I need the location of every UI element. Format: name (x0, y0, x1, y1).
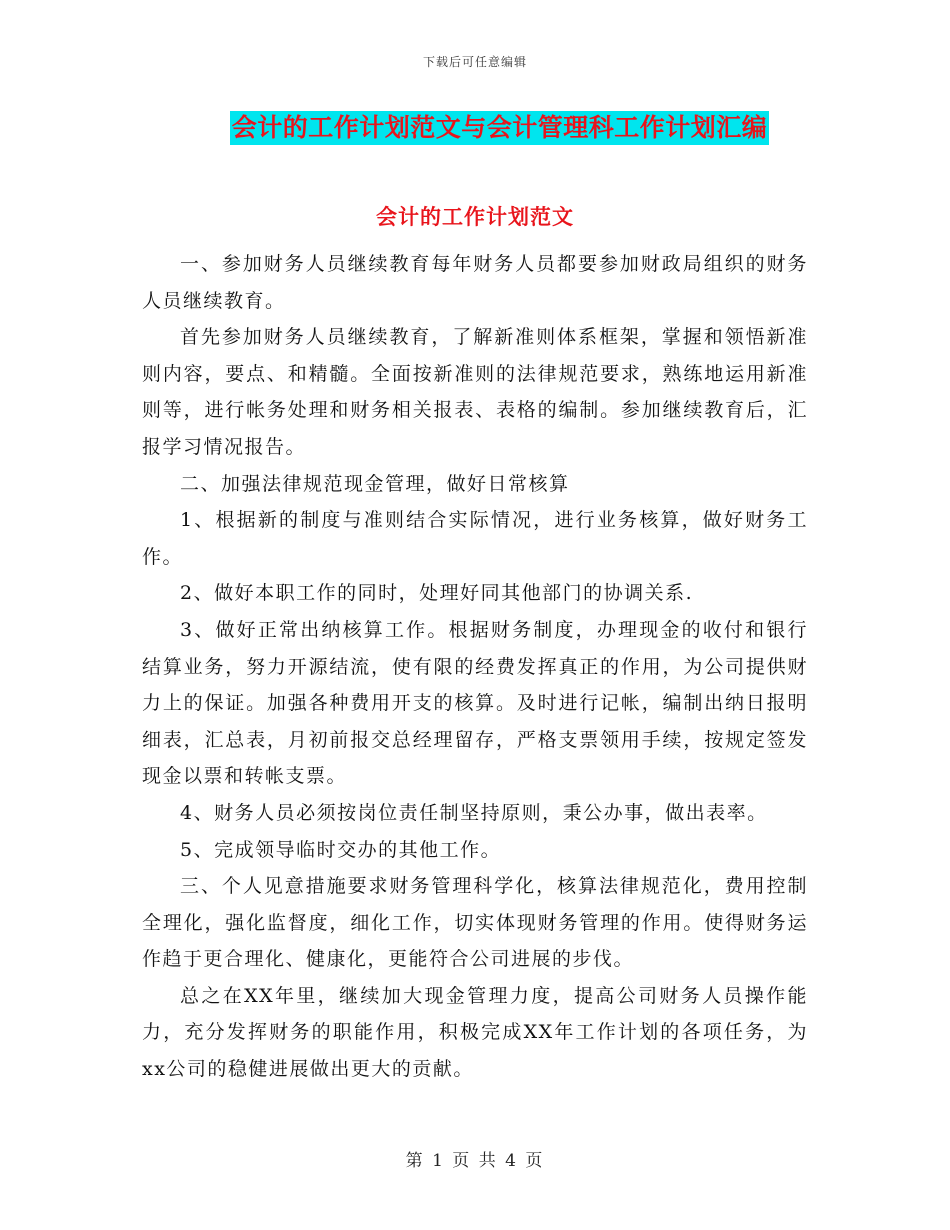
paragraph: 首先参加财务人员继续教育，了解新准则体系框架，掌握和领悟新准则内容，要点、和精髓。全面按新准则的法律规范要求，熟练地运用新准则等，进行帐务处理和财务相关报表、表格的编制。参加继续教育后，汇报学习情况报告。 (142, 326, 808, 458)
paragraph: 3、做好正常出纳核算工作。根据财务制度，办理现金的收付和银行结算业务，努力开源结流，使有限的经费发挥真正的作用，为公司提供财力上的保证。加强各种费用开支的核算。及时进行记帐，编制出纳日报明细表，汇总表，月初前报交总经理留存，严格支票领用手续，按规定签发现金以票和转帐支票。 (142, 618, 808, 788)
paragraph: 一、参加财务人员继续教育每年财务人员都要参加财政局组织的财务人员继续教育。 (142, 253, 808, 312)
paragraph: 5、完成领导临时交办的其他工作。 (180, 838, 502, 861)
main-title-container (222, 110, 777, 146)
section-title: 会计的工作计划范文 (376, 204, 574, 229)
paragraph: 4、财务人员必须按岗位责任制坚持原则，秉公办事，做出表率。 (180, 801, 768, 824)
paragraph: 二、加强法律规范现金管理，做好日常核算 (180, 472, 570, 495)
paragraph: 2、做好本职工作的同时，处理好同其他部门的协调关系. (180, 582, 694, 605)
paragraph: 1、根据新的制度与准则结合实际情况，进行业务核算，做好财务工作。 (142, 509, 808, 568)
paragraph: 总之在XX年里，继续加大现金管理力度，提高公司财务人员操作能力，充分发挥财务的职能作用，积极完成XX年工作计划的各项任务，为xx公司的稳健进展做出更大的贡献。 (142, 984, 808, 1081)
paragraph: 三、个人见意措施要求财务管理科学化，核算法律规范化，费用控制全理化，强化监督度，细化工作，切实体现财务管理的作用。使得财务运作趋于更合理化、健康化，更能符合公司进展的步伐。 (142, 875, 808, 971)
main-title: 会计的工作计划范文与会计管理科工作计划汇编 (230, 111, 770, 145)
document-body (142, 246, 808, 1088)
header-note: 下载后可任意编辑 (422, 55, 527, 69)
page-indicator: 第 1 页 共 4 页 (405, 1151, 545, 1171)
